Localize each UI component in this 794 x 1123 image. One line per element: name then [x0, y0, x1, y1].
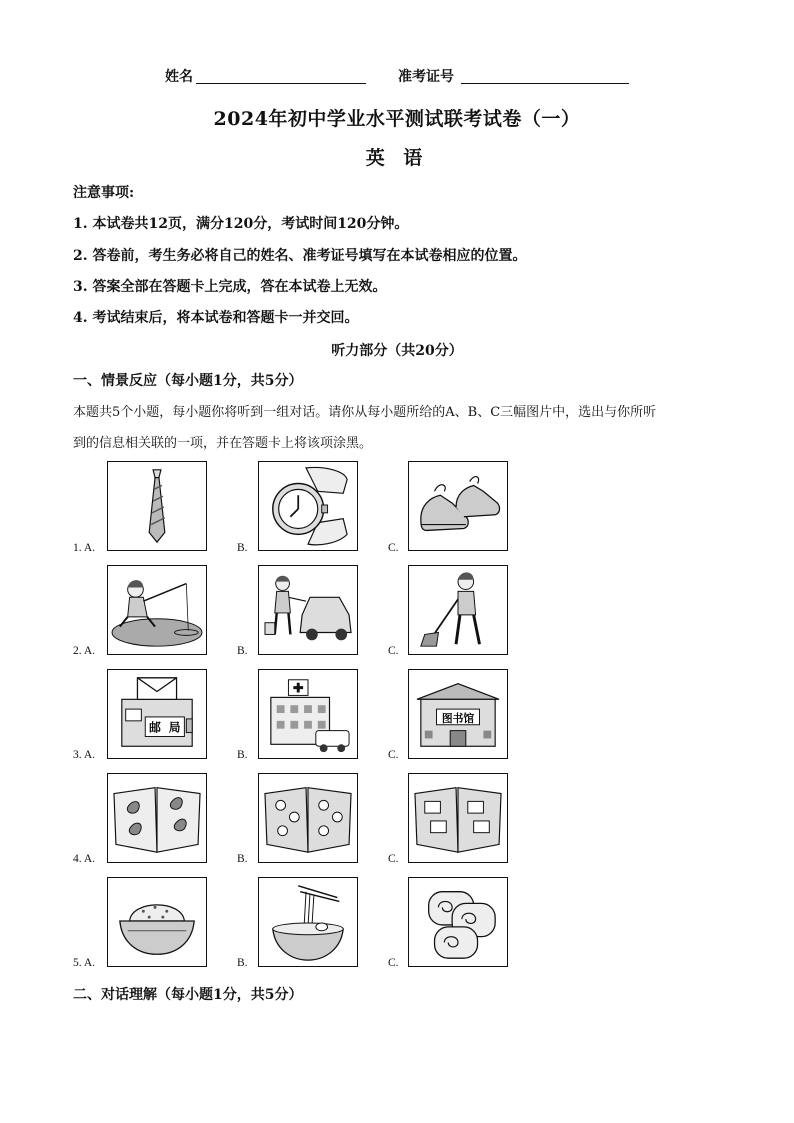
exam-id-field[interactable]	[461, 83, 629, 84]
question-3-option-c[interactable]	[408, 669, 508, 759]
name-field[interactable]	[196, 83, 366, 84]
stamp-album-icon	[409, 774, 507, 862]
subject-title: 英 语	[365, 147, 429, 169]
question-5-label: 5. A.	[73, 957, 96, 969]
sweeping-floor-icon	[409, 566, 507, 654]
question-5-option-a[interactable]	[107, 877, 207, 967]
question-1-option-c[interactable]	[408, 461, 508, 551]
question-3-label: 3. A.	[73, 749, 96, 761]
section-one-instructions: 到的信息相关联的一项，并在答题卡上将该项涂黑。	[73, 436, 373, 451]
question-2-option-a[interactable]	[107, 565, 207, 655]
question-2-option-c[interactable]	[408, 565, 508, 655]
notice-item: 2. 答卷前，考生务必将自己的姓名、准考证号填写在本试卷相应的位置。	[73, 248, 527, 264]
question-1-option-b[interactable]	[258, 461, 358, 551]
name-label: 姓名	[165, 69, 193, 85]
question-4-option-a[interactable]	[107, 773, 207, 863]
question-2-option-b[interactable]	[258, 565, 358, 655]
sneakers-icon	[409, 462, 507, 550]
exam-id-label: 准考证号	[398, 69, 454, 85]
leaf-album-icon	[108, 774, 206, 862]
question-3-option-b[interactable]	[258, 669, 358, 759]
question-2-label: 2. A.	[73, 645, 96, 657]
noodle-bowl-icon	[259, 878, 357, 966]
boy-fishing-icon	[108, 566, 206, 654]
question-1-option-a[interactable]	[107, 461, 207, 551]
post-office-sign-char: 邮	[149, 720, 161, 735]
notice-heading: 注意事项:	[73, 185, 135, 201]
question-4-option-b[interactable]	[258, 773, 358, 863]
coin-album-icon	[259, 774, 357, 862]
post-office-sign-char: 局	[168, 720, 181, 735]
library-sign: 图书馆	[441, 711, 475, 725]
section-one-instructions: 本题共5个小题，每小题你将听到一组对话。请你从每小题所给的A、B、C三幅图片中，选出与你所听	[73, 405, 657, 420]
page-title: 2024年初中学业水平测试联考试卷（一）	[213, 108, 581, 130]
hospital-icon	[259, 670, 357, 758]
steamed-buns-icon	[409, 878, 507, 966]
question-4-option-c[interactable]	[408, 773, 508, 863]
question-1-label: 1. A.	[73, 542, 96, 554]
question-4-label: 4. A.	[73, 853, 96, 865]
wristwatch-icon	[259, 462, 357, 550]
notice-item: 1. 本试卷共12页，满分120分，考试时间120分钟。	[73, 216, 409, 232]
listening-part-title: 听力部分（共20分）	[331, 343, 463, 359]
question-3-option-a[interactable]	[107, 669, 207, 759]
question-5-option-b[interactable]	[258, 877, 358, 967]
washing-car-icon	[259, 566, 357, 654]
rice-bowl-icon	[108, 878, 206, 966]
notice-item: 4. 考试结束后，将本试卷和答题卡一并交回。	[73, 310, 359, 326]
section-two-title: 二、对话理解（每小题1分，共5分）	[73, 987, 303, 1003]
library-icon	[409, 670, 507, 758]
question-5-option-c[interactable]	[408, 877, 508, 967]
post-office-icon	[108, 670, 206, 758]
necktie-icon	[108, 462, 206, 550]
section-one-title: 一、情景反应（每小题1分，共5分）	[73, 373, 303, 389]
notice-item: 3. 答案全部在答题卡上完成，答在本试卷上无效。	[73, 279, 387, 295]
